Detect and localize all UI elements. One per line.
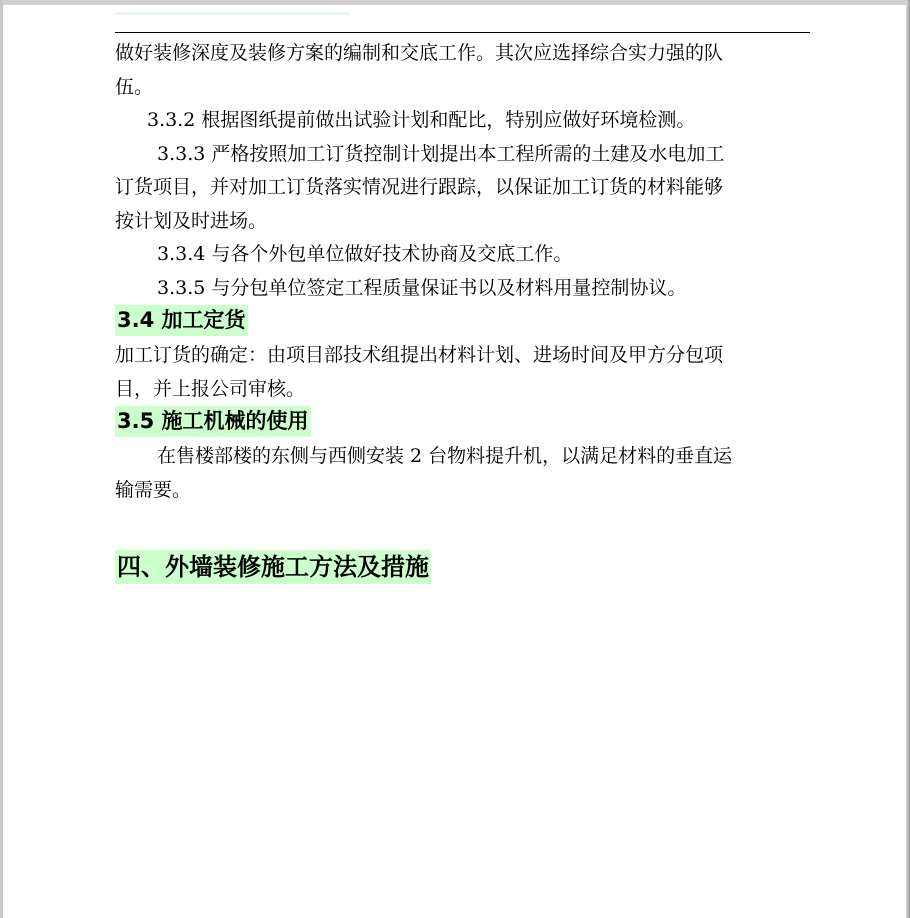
- paragraph-line: 做好装修深度及装修方案的编制和交底工作。其次应选择综合实力强的队: [115, 42, 724, 64]
- paragraph-line: 伍。: [115, 75, 154, 98]
- section-3-5-heading: 3.5 施工机械的使用: [115, 406, 311, 437]
- blank-line: [115, 507, 815, 540]
- page-header-rule: [115, 32, 810, 33]
- section-3-4-heading: 3.4 加工定货: [115, 305, 248, 336]
- vertical-scrollbar[interactable]: [906, 0, 910, 918]
- section-3-5-heading-row: [115, 406, 815, 440]
- chapter-4-heading: 四、外墙装修施工方法及措施: [115, 550, 431, 584]
- chapter-4-heading-row: [115, 550, 815, 584]
- paragraph-line: 订货项目，并对加工订货落实情况进行跟踪，以保证加工订货的材料能够: [115, 176, 724, 198]
- window-top-border: [0, 0, 910, 5]
- paragraph-line: 按计划及时进场。: [115, 209, 268, 232]
- window-left-border: [0, 0, 3, 918]
- section-3-5-text: 输需要。: [115, 478, 192, 501]
- section-3-4-heading-row: [115, 305, 815, 339]
- section-3-4-text: 目，并上报公司审核。: [115, 377, 306, 400]
- paragraph-3-3-4: 3.3.4 与各个外包单位做好技术协商及交底工作。: [157, 243, 573, 265]
- paragraph-3-3-5: 3.3.5 与分包单位签定工程质量保证书以及材料用量控制协议。: [157, 276, 687, 299]
- paragraph-3-3-3: 3.3.3 严格按照加工订货控制计划提出本工程所需的土建及水电加工: [157, 142, 725, 165]
- paragraph-3-3-2: 3.3.2 根据图纸提前做出试验计划和配比，特别应做好环境检测。: [147, 109, 696, 131]
- section-3-5-text: 在售楼部楼的东侧与西侧安装 2 台物料提升机，以满足材料的垂直运: [157, 445, 733, 467]
- section-3-4-text: 加工订货的确定：由项目部技术组提出材料计划、进场时间及甲方分包项: [115, 344, 724, 366]
- header-highlight-strip: [115, 12, 350, 15]
- document-body: [115, 37, 815, 584]
